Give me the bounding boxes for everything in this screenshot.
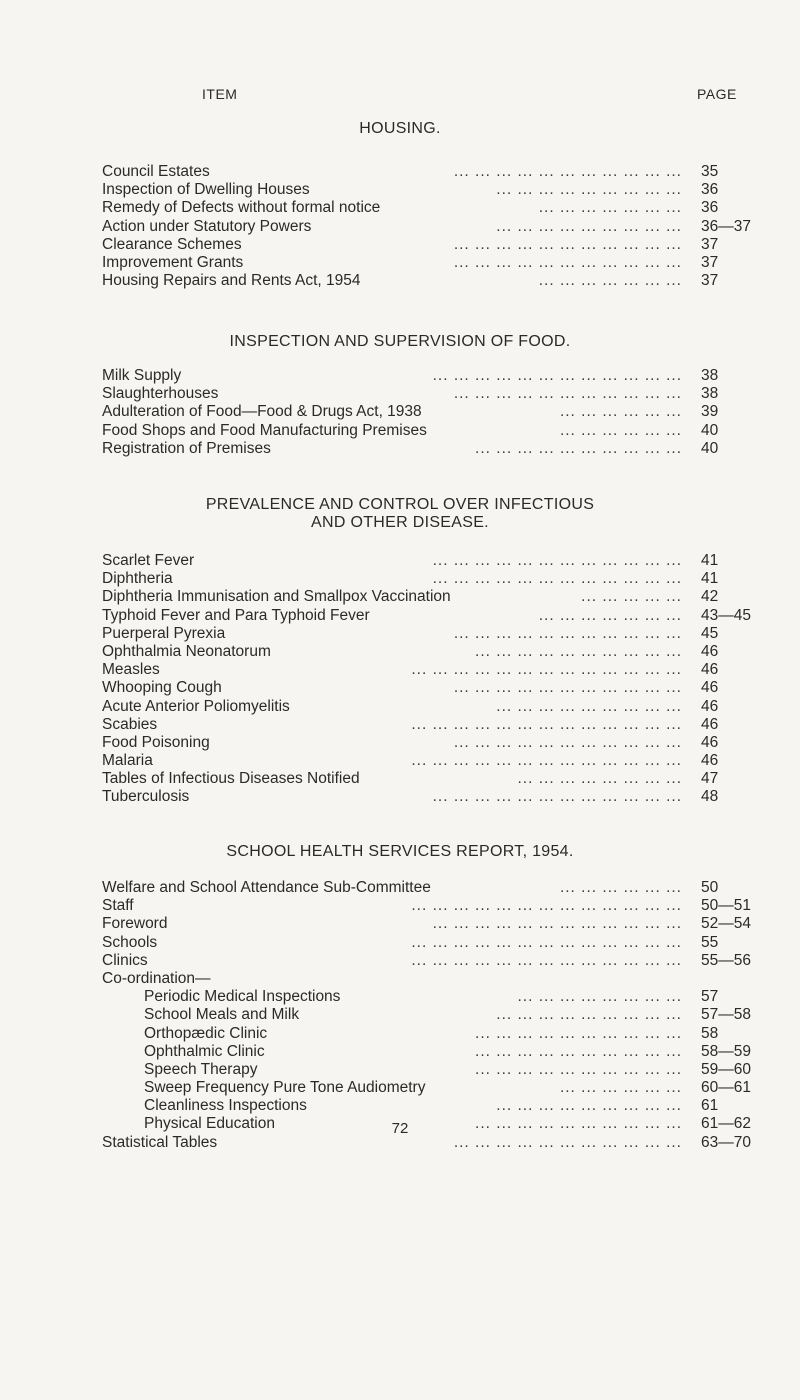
toc-entry	[102, 163, 792, 181]
dot-leader: ... ... ... ... ... ... ... ... ...	[496, 1006, 682, 1024]
dot-leader: ... ... ... ... ... ... ... ... ... ... ... ... ...	[411, 951, 682, 969]
toc-entry-page: 46	[701, 661, 719, 679]
toc-entry-page: 37	[701, 235, 719, 253]
dot-leader: ... ... ... ... ... ... ... ... ... ... ... ...	[432, 570, 682, 588]
toc-entry-page: 48	[701, 788, 719, 806]
toc-entry	[102, 236, 792, 254]
dot-leader: ... ... ... ... ... ...	[559, 403, 682, 421]
dot-leader: ... ... ... ... ... ... ... ... ... ... ...	[453, 235, 682, 253]
toc-entry-page: 57—58	[701, 1006, 751, 1024]
toc-entry-label: Tables of Infectious Diseases Notified	[102, 770, 360, 788]
toc-entry-page: 46	[701, 697, 719, 715]
toc-entry	[102, 181, 792, 199]
toc-entry-label: Ophthalmia Neonatorum	[102, 642, 271, 660]
toc-entry-page: 40	[701, 421, 719, 439]
toc-entry-page: 35	[701, 163, 719, 180]
dot-leader: ... ... ... ... ... ...	[559, 879, 682, 896]
toc-entry-page: 42	[701, 588, 719, 606]
dot-leader: ... ... ... ... ... ... ... ... ... ... ... ...	[432, 915, 682, 933]
toc-entry-label: Acute Anterior Poliomyelitis	[102, 697, 290, 715]
toc-entry	[102, 734, 792, 752]
toc-entry-page: 61	[701, 1097, 719, 1115]
toc-entry-page: 58	[701, 1024, 719, 1042]
dot-leader: ... ... ... ... ... ... ... ... ... ... ... ...	[432, 788, 682, 806]
dot-leader: ... ... ... ... ... ... ... ... ... ...	[475, 439, 682, 457]
toc-entry	[102, 988, 792, 1006]
toc-entry	[102, 1097, 792, 1115]
toc-entry-page: 46	[701, 752, 719, 770]
toc-entry-label: Ophthalmic Clinic	[144, 1042, 265, 1060]
toc-entry-label: Remedy of Defects without formal notice	[102, 199, 381, 217]
toc-entry-page: 63—70	[701, 1133, 751, 1151]
toc-entry	[102, 272, 792, 290]
toc-entry-page: 38	[701, 385, 719, 403]
dot-leader: ... ... ... ... ... ... ... ... ...	[496, 1097, 682, 1115]
dot-leader: ... ... ... ... ... ... ... ... ... ... ... ... ...	[411, 661, 682, 679]
toc-entry-label: Clinics	[102, 951, 148, 969]
dot-leader: ... ... ... ... ... ... ...	[538, 199, 682, 217]
dot-leader: ... ... ... ... ... ... ... ... ...	[496, 697, 682, 715]
toc-entry-page: 36—37	[701, 217, 751, 235]
dot-leader: ... ... ... ... ... ... ... ... ... ... ... ...	[432, 552, 682, 569]
toc-entry	[102, 1061, 792, 1079]
toc-entry-label: Slaughterhouses	[102, 385, 219, 403]
dot-leader: ... ... ... ... ... ... ... ... ... ... ... ... ...	[411, 933, 682, 951]
section-title-school-health: SCHOOL HEALTH SERVICES REPORT, 1954.	[226, 843, 574, 860]
toc-entry-page: 41	[701, 552, 719, 569]
toc-entry	[102, 1079, 792, 1097]
dot-leader: ... ... ... ... ... ... ... ... ...	[496, 181, 682, 199]
toc-entry	[102, 679, 792, 697]
toc-entry	[102, 716, 792, 734]
toc-entry-page: 46	[701, 733, 719, 751]
toc-entry-label: Council Estates	[102, 163, 210, 180]
toc-entry-label: Improvement Grants	[102, 253, 244, 271]
toc-entry-label: Cleanliness Inspections	[144, 1097, 307, 1115]
dot-leader: ... ... ... ... ... ... ... ...	[517, 770, 682, 788]
toc-entry-label: Housing Repairs and Rents Act, 1954	[102, 272, 361, 290]
toc-entry-page: 46	[701, 642, 719, 660]
toc-entry-label: Action under Statutory Powers	[102, 217, 312, 235]
toc-entry	[102, 915, 792, 933]
toc-entry-label: Schools	[102, 933, 158, 951]
toc-entry	[102, 1025, 792, 1043]
toc-entry-page: 50—51	[701, 897, 751, 915]
toc-entry-page: 46	[701, 679, 719, 697]
toc-entry-label: Speech Therapy	[144, 1060, 258, 1078]
dot-leader: ... ... ... ... ... ... ... ... ... ... ...	[453, 624, 682, 642]
toc-entry-label: Diphtheria Immunisation and Smallpox Vaccination	[102, 588, 451, 606]
toc-entry	[102, 788, 792, 806]
dot-leader: ... ... ... ... ...	[581, 588, 682, 606]
toc-entry-label: Co-ordination—	[102, 969, 211, 987]
dot-leader: ... ... ... ... ... ...	[559, 421, 682, 439]
toc-entry-page: 55—56	[701, 951, 751, 969]
dot-leader: ... ... ... ... ... ... ... ... ... ...	[475, 1115, 682, 1133]
dot-leader: ... ... ... ... ... ... ...	[538, 606, 682, 624]
toc-entry	[102, 570, 792, 588]
toc-entry	[102, 625, 792, 643]
toc-entry	[102, 897, 792, 915]
toc-entry-label: Staff	[102, 897, 134, 915]
section-housing-entries	[102, 163, 792, 290]
toc-entry	[102, 440, 792, 458]
toc-entry-label: Food Shops and Food Manufacturing Premises	[102, 421, 427, 439]
page-column-header: PAGE	[697, 86, 737, 102]
dot-leader: ... ... ... ... ... ... ... ... ... ... ...	[453, 385, 682, 403]
toc-entry	[102, 1043, 792, 1061]
toc-entry	[102, 970, 792, 988]
toc-entry-page: 37	[701, 272, 719, 290]
toc-entry-label: Physical Education	[144, 1115, 275, 1133]
toc-entry-page: 58—59	[701, 1042, 751, 1060]
toc-entry	[102, 934, 792, 952]
toc-entry-label: Milk Supply	[102, 367, 182, 384]
toc-entry-label: Clearance Schemes	[102, 235, 242, 253]
toc-entry-page: 55	[701, 933, 719, 951]
dot-leader: ... ... ... ... ... ... ... ... ... ...	[475, 1060, 682, 1078]
dot-leader: ... ... ... ... ... ... ... ... ...	[496, 217, 682, 235]
toc-entry	[102, 607, 792, 625]
section-infectious-entries	[102, 552, 792, 807]
dot-leader: ... ... ... ... ... ... ... ... ... ... ... ...	[432, 367, 682, 384]
toc-entry	[102, 218, 792, 236]
toc-entry-label: Periodic Medical Inspections	[144, 988, 341, 1006]
toc-entry-page: 61—62	[701, 1115, 751, 1133]
toc-entry-page: 38	[701, 367, 719, 384]
toc-entry-page: 36	[701, 181, 719, 199]
toc-entry-label: Inspection of Dwelling Houses	[102, 181, 310, 199]
dot-leader: ... ... ... ... ... ... ... ... ... ... ...	[453, 163, 682, 180]
dot-leader: ... ... ... ... ... ... ... ... ... ...	[475, 642, 682, 660]
section-food-entries	[102, 367, 792, 458]
dot-leader: ... ... ... ... ... ... ... ... ... ...	[475, 1024, 682, 1042]
dot-leader: ... ... ... ... ... ... ... ...	[517, 988, 682, 1006]
section-title-infectious: PREVALENCE AND CONTROL OVER INFECTIOUS	[205, 496, 595, 513]
toc-entry-label: Puerperal Pyrexia	[102, 624, 226, 642]
section-title-housing: HOUSING.	[359, 120, 441, 137]
toc-entry	[102, 422, 792, 440]
toc-entry-label: Scarlet Fever	[102, 552, 195, 569]
dot-leader: ... ... ... ... ... ... ... ... ... ... ...	[453, 733, 682, 751]
dot-leader: ... ... ... ... ... ... ...	[538, 272, 682, 290]
toc-entry-page: 40	[701, 439, 719, 457]
dot-leader: ... ... ... ... ... ... ... ... ... ... ... ... ...	[411, 715, 682, 733]
toc-entry	[102, 552, 792, 570]
toc-entry-label: Typhoid Fever and Para Typhoid Fever	[102, 606, 370, 624]
dot-leader: ... ... ... ... ... ... ... ... ... ... ...	[453, 679, 682, 697]
toc-entry-page: 52—54	[701, 915, 751, 933]
toc-entry-label: Adulteration of Food—Food & Drugs Act, 1938	[102, 403, 422, 421]
toc-entry-page: 57	[701, 988, 719, 1006]
toc-entry-label: Whooping Cough	[102, 679, 222, 697]
toc-entry	[102, 385, 792, 403]
item-column-header: ITEM	[202, 86, 238, 102]
toc-entry-label: Registration of Premises	[102, 439, 271, 457]
toc-entry-label: Scabies	[102, 715, 158, 733]
toc-entry	[102, 698, 792, 716]
dot-leader: ... ... ... ... ... ...	[559, 1079, 682, 1097]
toc-entry-label: School Meals and Milk	[144, 1006, 300, 1024]
toc-entry-page: 43—45	[701, 606, 751, 624]
dot-leader: ... ... ... ... ... ... ... ... ... ...	[475, 1042, 682, 1060]
toc-entry-page: 36	[701, 199, 719, 217]
toc-entry	[102, 643, 792, 661]
toc-entry	[102, 879, 792, 897]
toc-entry-label: Food Poisoning	[102, 733, 210, 751]
dot-leader: ... ... ... ... ... ... ... ... ... ... ... ... ...	[411, 897, 682, 915]
dot-leader: ... ... ... ... ... ... ... ... ... ... ...	[453, 1133, 682, 1151]
toc-entry-label: Welfare and School Attendance Sub-Committee	[102, 879, 431, 896]
toc-entry	[102, 661, 792, 679]
toc-entry-page: 59—60	[701, 1060, 751, 1078]
toc-entry-label: Sweep Frequency Pure Tone Audiometry	[144, 1079, 426, 1097]
toc-entry	[102, 403, 792, 421]
toc-entry-page: 37	[701, 253, 719, 271]
toc-entry	[102, 770, 792, 788]
section-title-infectious-line2: AND OTHER DISEASE.	[311, 514, 489, 531]
toc-entry	[102, 199, 792, 217]
toc-entry-label: Diphtheria	[102, 570, 173, 588]
page-number: 72	[391, 1120, 409, 1137]
dot-leader: ... ... ... ... ... ... ... ... ... ... ...	[453, 253, 682, 271]
toc-entry-label: Statistical Tables	[102, 1133, 218, 1151]
toc-entry	[102, 254, 792, 272]
toc-entry-label: Foreword	[102, 915, 168, 933]
toc-entry	[102, 752, 792, 770]
toc-entry-page: 45	[701, 624, 719, 642]
toc-entry-label: Tuberculosis	[102, 788, 190, 806]
toc-entry-page: 39	[701, 403, 719, 421]
toc-entry	[102, 1006, 792, 1024]
toc-entry-label: Malaria	[102, 752, 153, 770]
toc-entry-page: 41	[701, 570, 719, 588]
toc-entry	[102, 952, 792, 970]
toc-entry-page: 47	[701, 770, 719, 788]
section-school-health-entries	[102, 879, 792, 1152]
toc-entry-page: 50	[701, 879, 719, 896]
dot-leader: ... ... ... ... ... ... ... ... ... ... ... ... ...	[411, 752, 682, 770]
toc-entry	[102, 588, 792, 606]
toc-entry-label: Orthopædic Clinic	[144, 1024, 268, 1042]
toc-entry-page: 60—61	[701, 1079, 751, 1097]
section-title-food: INSPECTION AND SUPERVISION OF FOOD.	[229, 333, 571, 350]
toc-entry	[102, 367, 792, 385]
toc-entry-label: Measles	[102, 661, 160, 679]
toc-entry-page: 46	[701, 715, 719, 733]
